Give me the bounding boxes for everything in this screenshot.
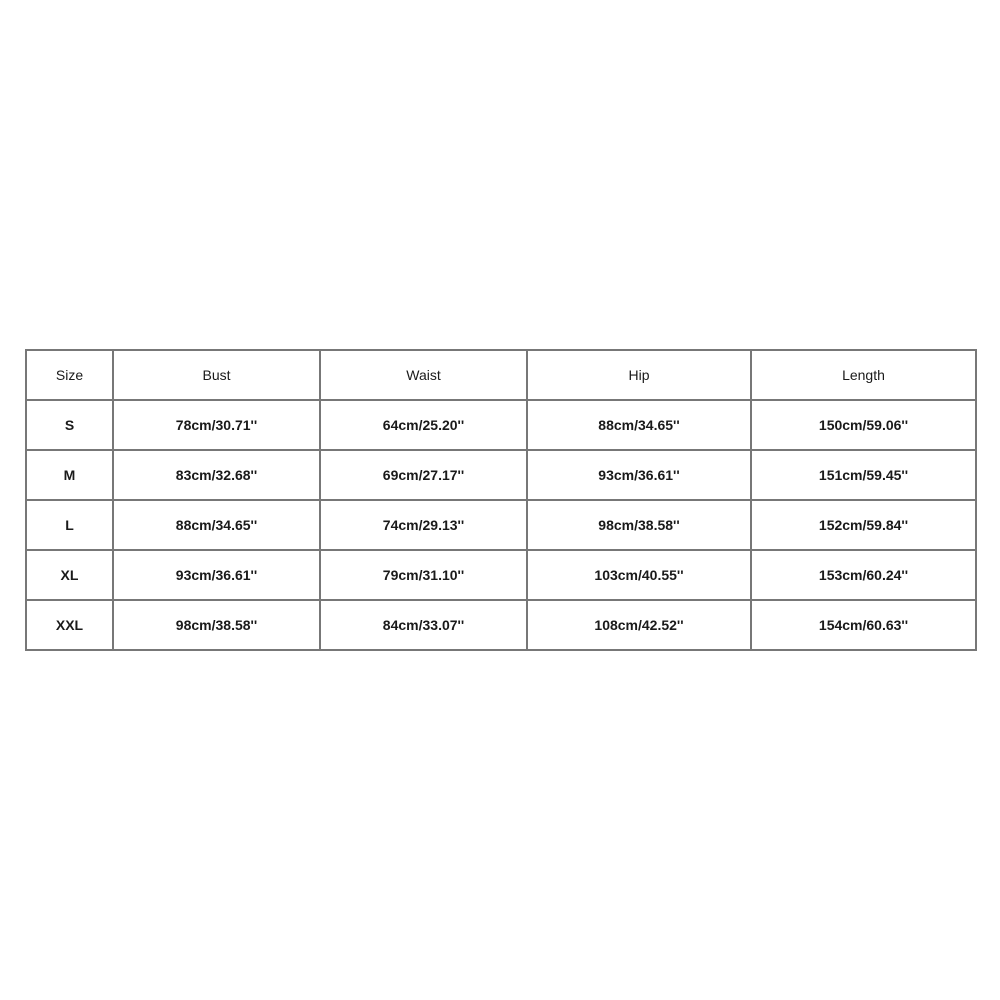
size-chart-table [25,349,977,651]
header-hip: Hip [527,350,751,400]
cell-length: 151cm/59.45'' [751,450,976,500]
header-bust: Bust [113,350,320,400]
table-row [26,400,976,450]
cell-bust: 83cm/32.68'' [113,450,320,500]
cell-hip: 93cm/36.61'' [527,450,751,500]
cell-size: XL [26,550,113,600]
cell-size: M [26,450,113,500]
cell-waist: 79cm/31.10'' [320,550,527,600]
cell-hip: 98cm/38.58'' [527,500,751,550]
header-waist: Waist [320,350,527,400]
cell-hip: 88cm/34.65'' [527,400,751,450]
cell-waist: 84cm/33.07'' [320,600,527,650]
table-row [26,450,976,500]
table-row [26,550,976,600]
cell-size: S [26,400,113,450]
cell-bust: 88cm/34.65'' [113,500,320,550]
header-size: Size [26,350,113,400]
cell-length: 154cm/60.63'' [751,600,976,650]
cell-waist: 74cm/29.13'' [320,500,527,550]
header-length: Length [751,350,976,400]
cell-bust: 93cm/36.61'' [113,550,320,600]
cell-length: 150cm/59.06'' [751,400,976,450]
cell-bust: 78cm/30.71'' [113,400,320,450]
cell-hip: 103cm/40.55'' [527,550,751,600]
cell-length: 152cm/59.84'' [751,500,976,550]
cell-waist: 64cm/25.20'' [320,400,527,450]
cell-length: 153cm/60.24'' [751,550,976,600]
cell-size: XXL [26,600,113,650]
cell-bust: 98cm/38.58'' [113,600,320,650]
cell-hip: 108cm/42.52'' [527,600,751,650]
header-row [26,350,976,400]
cell-size: L [26,500,113,550]
cell-waist: 69cm/27.17'' [320,450,527,500]
table-row [26,600,976,650]
table-row [26,500,976,550]
